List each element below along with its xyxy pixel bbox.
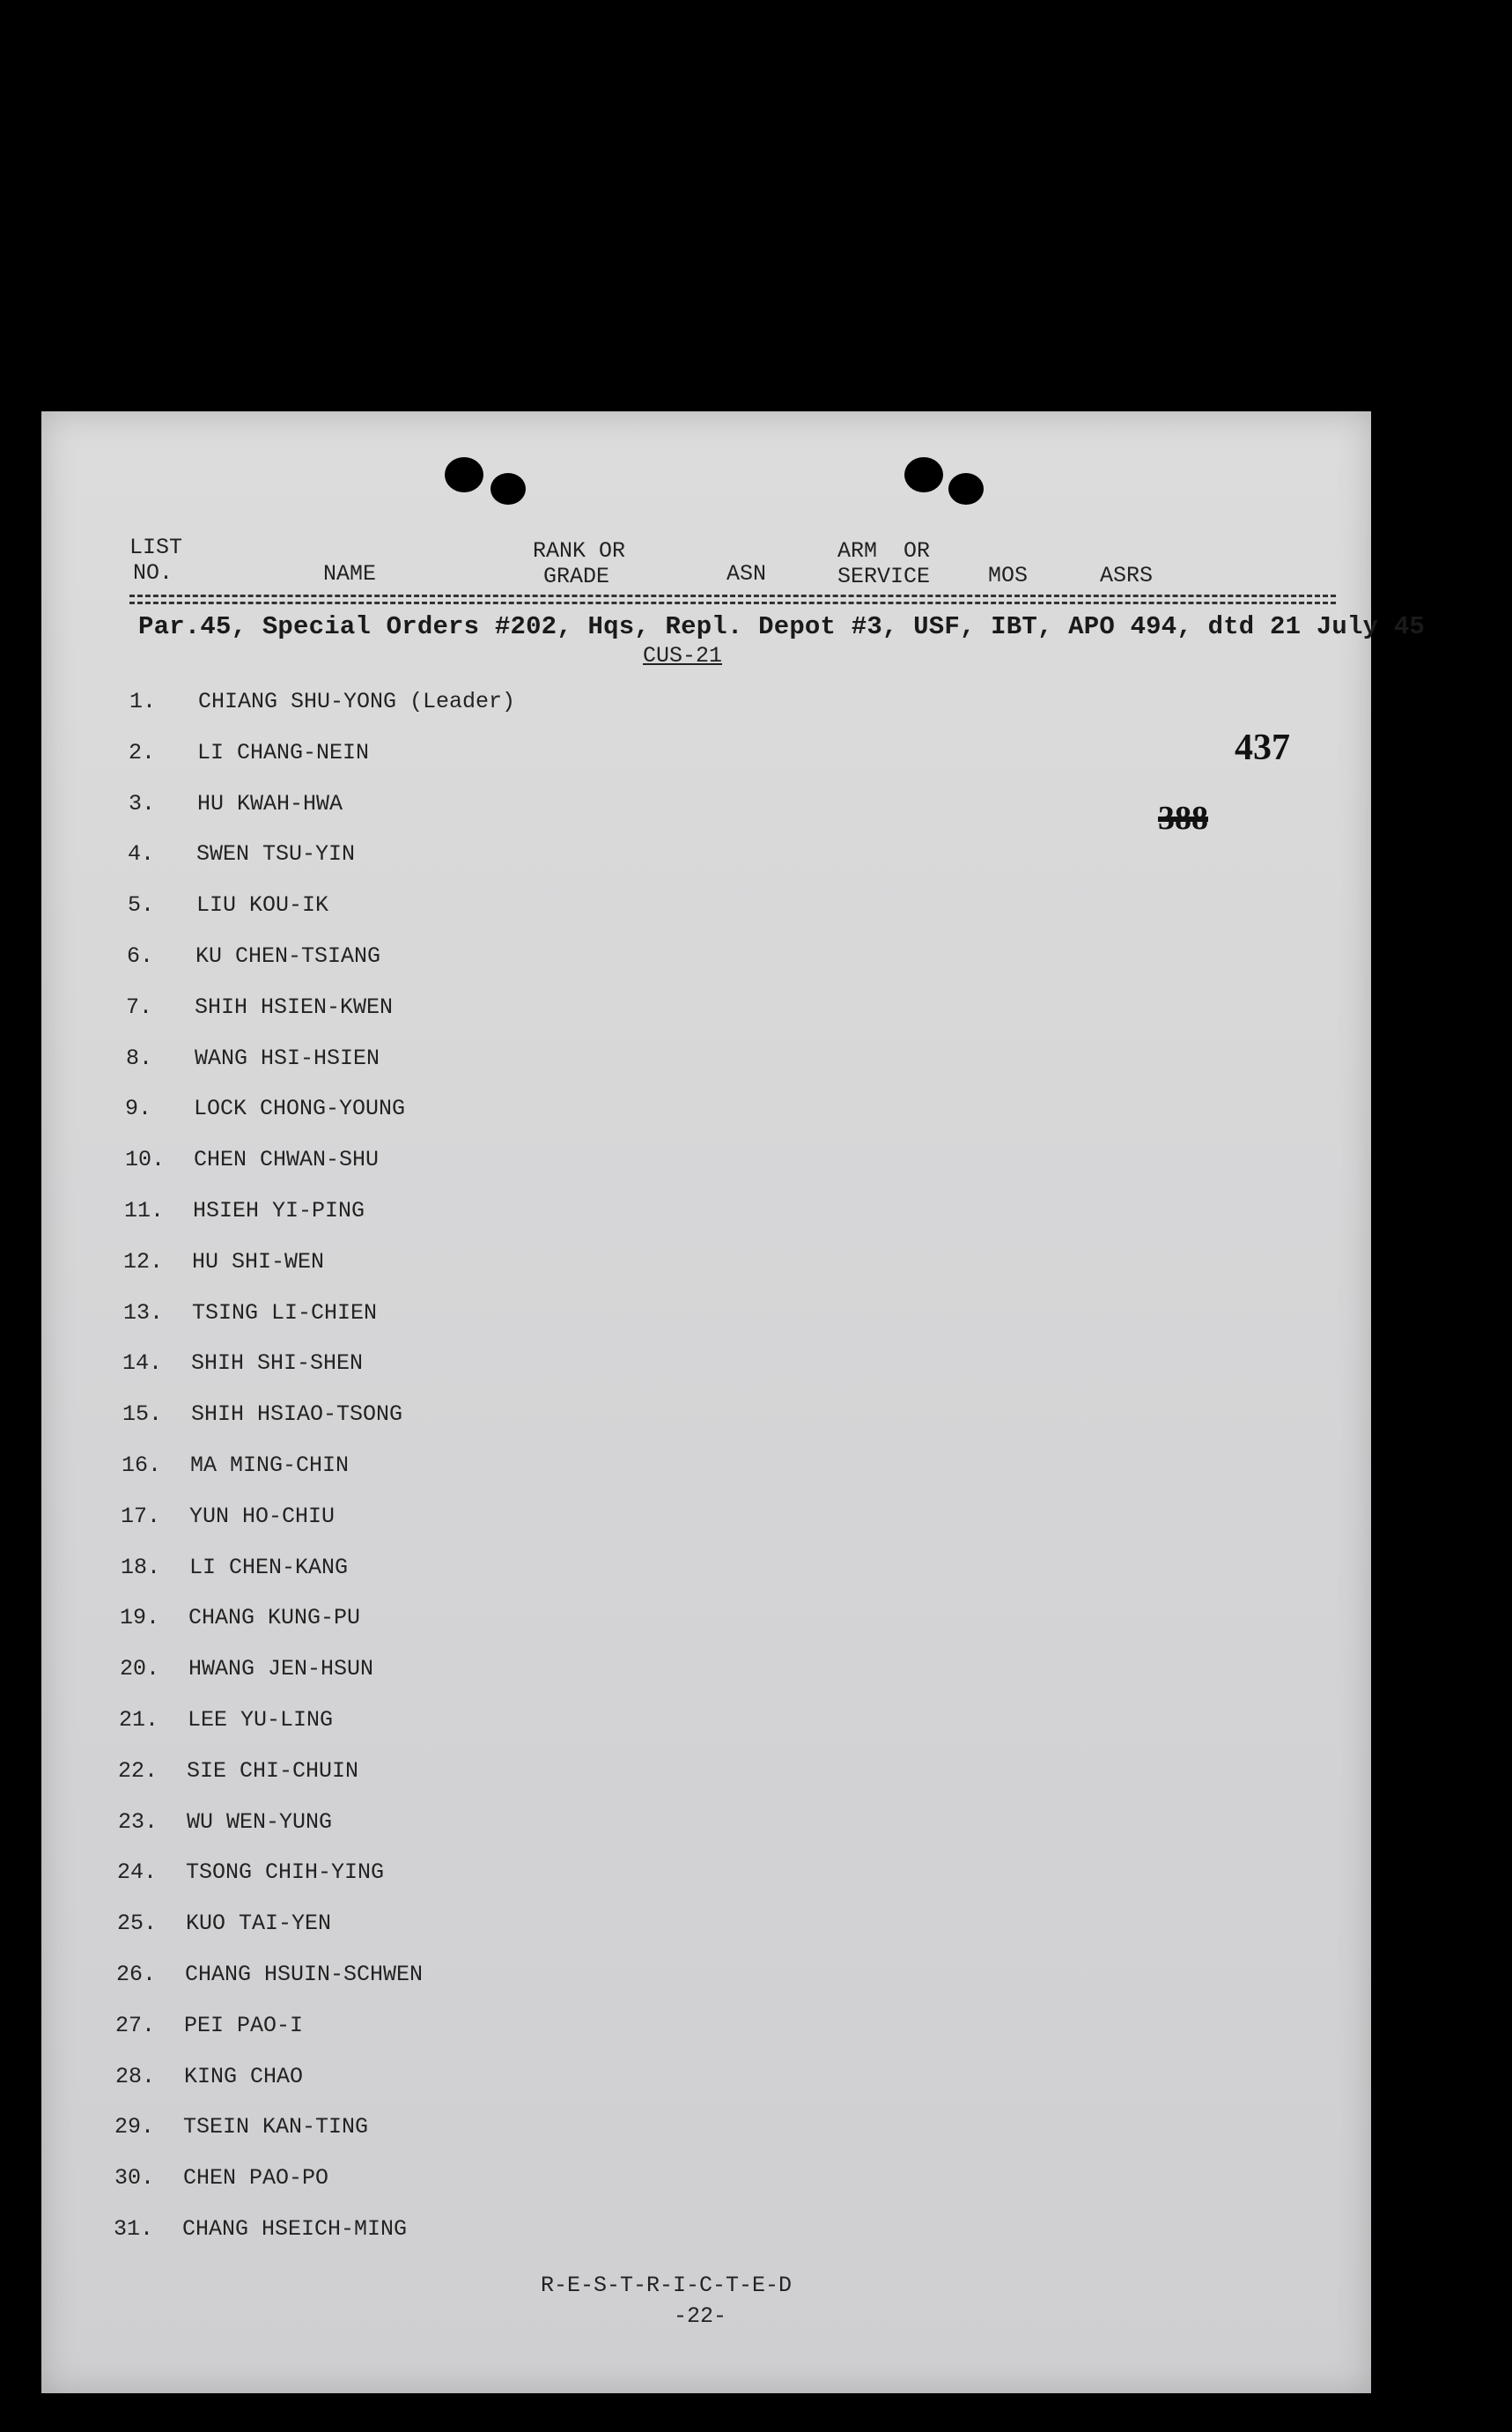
list-item [119, 1707, 333, 1733]
list-item [121, 1504, 335, 1529]
list-number: 27. [115, 2013, 156, 2038]
person-name: SHIH SHI-SHEN [191, 1350, 364, 1376]
list-item [117, 1911, 331, 1936]
classification-mark: R-E-S-T-R-I-C-T-E-D [541, 2273, 793, 2298]
list-number: 6. [127, 943, 154, 969]
list-number: 30. [114, 2165, 155, 2191]
list-item [120, 1656, 373, 1682]
person-name: CHANG HSEICH-MING [182, 2216, 408, 2242]
list-item [123, 1300, 377, 1326]
header-asrs: ASRS [1100, 563, 1154, 588]
list-number: 8. [126, 1046, 153, 1071]
list-item [114, 2114, 368, 2140]
list-item [122, 1453, 349, 1478]
list-item [116, 1962, 423, 1987]
list-item [128, 841, 355, 867]
header-asn: ASN [726, 561, 767, 587]
page-number: -22- [674, 2303, 727, 2329]
header-rule-2 [129, 602, 1336, 604]
list-number: 15. [122, 1401, 163, 1427]
page-stamp: 437 [1235, 728, 1290, 768]
person-name: PEI PAO-I [184, 2013, 304, 2038]
header-rule-1 [129, 595, 1336, 597]
person-name: TSONG CHIH-YING [186, 1859, 385, 1885]
list-number: 11. [124, 1198, 165, 1223]
list-number: 18. [121, 1555, 161, 1580]
person-name: KUO TAI-YEN [186, 1911, 332, 1936]
document-page [41, 411, 1426, 2393]
list-number: 22. [118, 1758, 159, 1784]
list-item [120, 1605, 360, 1630]
list-item [126, 994, 393, 1020]
list-number: 28. [115, 2064, 156, 2089]
list-item [118, 1809, 332, 1835]
list-item [126, 1046, 380, 1071]
person-name: CHANG KUNG-PU [188, 1605, 361, 1630]
list-number: 7. [126, 994, 153, 1020]
list-number: 12. [123, 1249, 164, 1275]
person-name: LIU KOU-IK [196, 892, 329, 918]
list-number: 16. [122, 1453, 162, 1478]
person-name: HSIEH YI-PING [193, 1198, 365, 1223]
list-number: 19. [120, 1605, 160, 1630]
list-item [125, 1147, 379, 1172]
list-item [123, 1249, 324, 1275]
person-name: KU CHEN-TSIANG [195, 943, 381, 969]
list-item [117, 1859, 384, 1885]
person-name: TSING LI-CHIEN [192, 1300, 378, 1326]
person-name: HWANG JEN-HSUN [188, 1656, 374, 1682]
list-number: 25. [117, 1911, 158, 1936]
list-item [115, 2013, 303, 2038]
person-name: SWEN TSU-YIN [196, 841, 356, 867]
header-name: NAME [323, 561, 377, 587]
list-number: 23. [118, 1809, 159, 1835]
list-number: 10. [125, 1147, 166, 1172]
person-name: LI CHANG-NEIN [197, 740, 370, 765]
list-item [118, 1758, 358, 1784]
list-item [114, 2165, 328, 2191]
list-item [122, 1401, 402, 1427]
list-number: 31. [114, 2216, 154, 2242]
list-item [122, 1350, 363, 1376]
person-name: CHANG HSUIN-SCHWEN [185, 1962, 424, 1987]
list-number: 2. [129, 740, 156, 765]
list-number: 20. [120, 1656, 160, 1682]
list-item [129, 740, 369, 765]
struck-stamp: 388 [1158, 800, 1208, 837]
person-name: TSEIN KAN-TING [183, 2114, 369, 2140]
group-code: CUS-21 [643, 643, 723, 669]
list-item [129, 791, 343, 817]
person-name: LEE YU-LING [188, 1707, 334, 1733]
person-name: CHIANG SHU-YONG (Leader) [198, 689, 516, 714]
list-item [124, 1198, 365, 1223]
person-name: YUN HO-CHIU [189, 1504, 336, 1529]
person-name: CHEN CHWAN-SHU [194, 1147, 380, 1172]
person-name: LOCK CHONG-YOUNG [194, 1096, 406, 1121]
person-name: SIE CHI-CHUIN [187, 1758, 359, 1784]
list-item [128, 892, 328, 918]
punch-hole-right-a [904, 457, 943, 492]
person-name: WANG HSI-HSIEN [195, 1046, 380, 1071]
list-item [127, 943, 380, 969]
list-item [115, 2064, 303, 2089]
punch-hole-left-b [490, 473, 526, 505]
list-number: 26. [116, 1962, 157, 1987]
list-number: 1. [129, 689, 157, 714]
header-mos: MOS [988, 563, 1029, 588]
punch-hole-right-b [948, 473, 984, 505]
person-name: LI CHEN-KANG [189, 1555, 349, 1580]
list-item [121, 1555, 348, 1580]
list-item [129, 689, 515, 714]
person-name: SHIH HSIEN-KWEN [195, 994, 394, 1020]
list-number: 5. [128, 892, 155, 918]
list-number: 24. [117, 1859, 158, 1885]
person-name: MA MING-CHIN [190, 1453, 350, 1478]
person-name: HU SHI-WEN [192, 1249, 325, 1275]
list-number: 3. [129, 791, 156, 817]
list-number: 14. [122, 1350, 163, 1376]
person-name: KING CHAO [184, 2064, 304, 2089]
list-number: 4. [128, 841, 155, 867]
list-number: 9. [125, 1096, 152, 1121]
person-name: SHIH HSIAO-TSONG [191, 1401, 403, 1427]
person-name: CHEN PAO-PO [183, 2165, 329, 2191]
header-list-no: LIST NO. [129, 535, 183, 586]
header-arm: ARM OR SERVICE [837, 538, 931, 589]
order-reference: Par.45, Special Orders #202, Hqs, Repl. Depot #3, USF, IBT, APO 494, dtd 21 July 45 [138, 612, 1426, 641]
person-name: HU KWAH-HWA [197, 791, 343, 817]
list-item [125, 1096, 405, 1121]
list-number: 13. [123, 1300, 164, 1326]
list-number: 21. [119, 1707, 159, 1733]
person-name: WU WEN-YUNG [187, 1809, 333, 1835]
list-number: 29. [114, 2114, 155, 2140]
header-rank: RANK OR GRADE [533, 538, 626, 589]
punch-hole-left-a [445, 457, 483, 492]
list-number: 17. [121, 1504, 161, 1529]
list-item [114, 2216, 407, 2242]
